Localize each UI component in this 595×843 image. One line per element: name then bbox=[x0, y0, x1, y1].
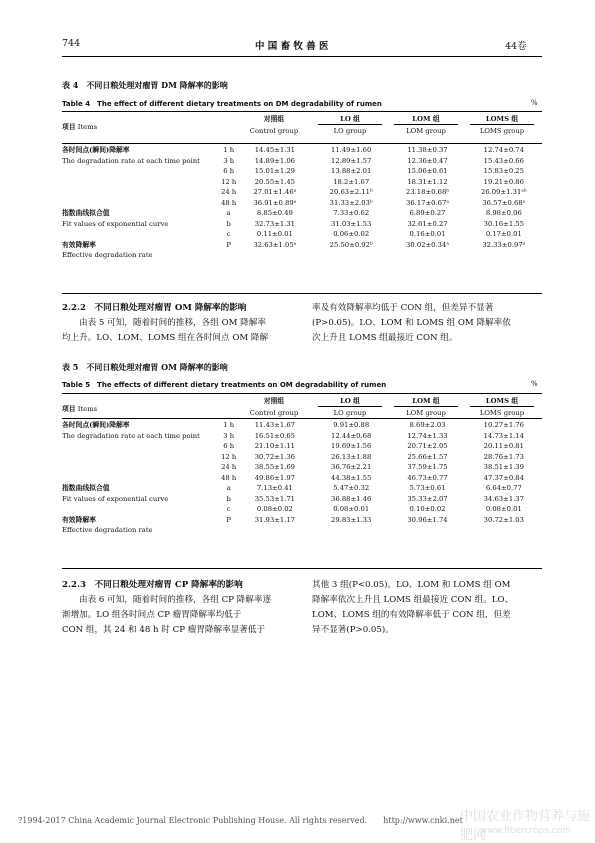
table-cell: 0.11±0.01 bbox=[256, 230, 293, 238]
table-cell: 0.08±0.02 bbox=[256, 505, 293, 513]
table-cell: 32.61±0.27 bbox=[407, 219, 448, 228]
row-sublabel: 48 h bbox=[221, 198, 237, 207]
table-cell: 0.17±0.01 bbox=[485, 230, 522, 238]
table-cell: 36.17±0.67ᵃ bbox=[406, 198, 449, 207]
table-row bbox=[62, 431, 542, 442]
table-cell: 25.50±0.92ᵇ bbox=[329, 240, 373, 249]
copyright-footer: ?1994-2017 China Academic Journal Electronic Publishing House. All rights reserved. http://www.cnki.net bbox=[18, 816, 463, 825]
table-cell: 47.37±0.84 bbox=[483, 473, 524, 482]
row-sublabel: 6 h bbox=[223, 167, 235, 175]
row-sublabel: 48 h bbox=[221, 473, 237, 482]
table-cell: 21.10±1.11 bbox=[254, 442, 296, 450]
table-cell: 46.73±0.77 bbox=[407, 473, 448, 482]
row-sublabel: 12 h bbox=[221, 452, 237, 461]
row-sublabel bbox=[221, 525, 237, 536]
table-cell: 20.11±0.81 bbox=[483, 442, 524, 450]
header-items-label bbox=[62, 121, 97, 131]
row-sublabel: 3 h bbox=[223, 156, 235, 165]
journal-title: 中 国 畜 牧 兽 医 bbox=[255, 41, 329, 52]
table-cell: 35.53±1.71 bbox=[254, 494, 296, 503]
table-row bbox=[62, 198, 542, 209]
table-cell: 19.21±0.86 bbox=[483, 177, 524, 186]
column-group-rule bbox=[318, 124, 382, 125]
row-sublabel bbox=[221, 250, 237, 261]
table-cell: 14.89±1.06 bbox=[254, 156, 296, 165]
table-cell: 8.98±0.06 bbox=[485, 209, 522, 217]
table-cell: 7.13±0.41 bbox=[256, 484, 293, 492]
row-sublabel: 12 h bbox=[221, 177, 237, 186]
table-cell: 44.38±1.55 bbox=[331, 473, 372, 482]
table-row bbox=[62, 462, 542, 473]
row-label bbox=[62, 473, 221, 484]
volume-label: 44卷 bbox=[505, 41, 527, 52]
row-sublabel: c bbox=[226, 230, 231, 238]
table-row bbox=[62, 156, 542, 167]
table4-caption-en: Table 4 The effect of different dietary treatments on DM degradability of rumen bbox=[62, 100, 382, 108]
table-row bbox=[62, 515, 542, 526]
section-223-left bbox=[62, 578, 302, 638]
table-row bbox=[62, 494, 542, 505]
row-label: Effective degradation rate bbox=[62, 251, 153, 259]
row-label bbox=[62, 166, 221, 177]
row-sublabel: P bbox=[226, 515, 231, 524]
table-cell bbox=[313, 250, 389, 261]
table-cell: 32.73±1.31 bbox=[254, 219, 296, 228]
table5-header-rule bbox=[62, 418, 542, 419]
section-222-line: 均上升。LO、LOM、LOMS 组在各时间点 OM 降解 bbox=[62, 333, 269, 343]
table-row bbox=[62, 208, 542, 219]
row-label: 指数曲线拟合值 bbox=[62, 209, 110, 217]
table-cell: 20.63±2.11ᵇ bbox=[329, 188, 373, 196]
table-cell: 8.69±2.03 bbox=[409, 421, 446, 429]
section-222-line: (P>0.05)。LO、LOM 和 LOMS 组 OM 降解率依 bbox=[312, 318, 511, 328]
table-cell bbox=[313, 525, 389, 536]
column-header-cn: LOMS 组 bbox=[485, 115, 519, 123]
column-header-en: LO group bbox=[333, 409, 367, 417]
section-222-heading: 2.2.2 不同日粮处理对瘤胃 OM 降解率的影响 bbox=[62, 303, 247, 313]
table-row bbox=[62, 504, 542, 515]
table-cell: 28.76±1.73 bbox=[483, 452, 524, 461]
table-cell: 15.83±0.25 bbox=[483, 167, 524, 175]
column-group-rule bbox=[318, 406, 382, 407]
column-group-rule bbox=[394, 124, 458, 125]
row-label: Fit values of exponential curve bbox=[62, 494, 169, 503]
column-group-rule bbox=[470, 406, 534, 407]
row-sublabel: b bbox=[226, 494, 231, 503]
table-row bbox=[62, 525, 542, 536]
row-label: The degradation rate at each time point bbox=[62, 431, 200, 440]
table4-bottom-rule bbox=[62, 293, 542, 294]
table5-body bbox=[62, 420, 542, 536]
section-222-line: 次上升且 LOMS 组最接近 CON 组。 bbox=[312, 333, 458, 343]
table-cell: 15.06±0.61 bbox=[407, 167, 448, 175]
table-cell: 31.93±1.17 bbox=[254, 515, 296, 524]
row-sublabel: P bbox=[226, 240, 231, 249]
table-cell: 23.18±0.68ᵇ bbox=[405, 188, 449, 196]
column-header-cn: LOM 组 bbox=[412, 115, 440, 123]
section-222-right bbox=[312, 301, 544, 346]
table4-caption-cn: 表 4 不同日粮处理对瘤胃 DM 降解率的影响 bbox=[62, 80, 228, 90]
table-row bbox=[62, 145, 542, 156]
column-header-cn: LO 组 bbox=[340, 397, 360, 405]
table5-caption-cn: 表 5 不同日粮处理对瘤胃 OM 降解率的影响 bbox=[62, 362, 228, 372]
table5-top-rule bbox=[62, 393, 542, 394]
table-cell: 30.16±1.55 bbox=[483, 219, 524, 228]
section-223-line: 降解率依次上升且 LOMS 组最接近 CON 组。LO、 bbox=[312, 595, 514, 605]
table-cell: 25.66±1.57 bbox=[407, 452, 448, 461]
table-cell: 13.88±2.01 bbox=[331, 167, 372, 175]
table-cell: 18.2±1.67 bbox=[333, 177, 370, 186]
table-cell: 31.33±2.03ᵇ bbox=[329, 198, 373, 207]
section-222-line: 由表 5 可知，随着时间的推移，各组 OM 降解率 bbox=[79, 318, 266, 328]
column-header-en: LOMS group bbox=[479, 127, 525, 135]
table-cell: 30.96±1.74 bbox=[407, 515, 448, 524]
page-number: 744 bbox=[62, 38, 81, 49]
table-cell: 26.13±1.88 bbox=[331, 452, 372, 461]
row-label bbox=[62, 229, 221, 240]
table-cell bbox=[466, 250, 542, 261]
table-row bbox=[62, 420, 542, 431]
table-cell: 19.69±1.56 bbox=[331, 442, 372, 450]
table-cell: 6.64±0.77 bbox=[485, 484, 522, 492]
table-cell: 6.89±0.27 bbox=[409, 209, 446, 217]
row-label: Effective degradation rate bbox=[62, 526, 153, 534]
section-223-line: 渐增加。LO 组各时间点 CP 瘤胃降解率均低于 bbox=[62, 610, 242, 620]
table-cell: 12.44±0.68 bbox=[331, 431, 372, 440]
table-cell: 5.47±0.32 bbox=[333, 484, 370, 492]
row-label bbox=[62, 452, 221, 463]
section-223-line: 其他 3 组(P<0.05)。LO、LOM 和 LOMS 组 OM bbox=[312, 580, 511, 590]
section-223-heading: 2.2.3 不同日粮处理对瘤胃 CP 降解率的影响 bbox=[62, 580, 243, 590]
table-cell: 0.06±0.02 bbox=[333, 230, 370, 238]
row-label: 有效降解率 bbox=[62, 240, 96, 249]
table-cell: 32.33±0.97ᵃ bbox=[482, 240, 526, 249]
table-row bbox=[62, 452, 542, 463]
table-cell bbox=[389, 250, 465, 261]
row-label bbox=[62, 198, 221, 209]
table-cell: 49.86±1.97 bbox=[254, 473, 296, 482]
table4-unit: % bbox=[531, 99, 538, 107]
table-cell: 18.31±1.12 bbox=[407, 177, 448, 186]
items-cn: 项目 bbox=[62, 405, 76, 413]
table-cell: 36.91±0.89ᵃ bbox=[253, 198, 297, 207]
table-cell: 20.55±1.45 bbox=[254, 177, 296, 186]
table-cell: 0.08±0.01 bbox=[333, 505, 370, 513]
row-label bbox=[62, 441, 221, 452]
table-cell bbox=[389, 525, 465, 536]
table-cell: 0.10±0.02 bbox=[409, 505, 446, 513]
table5-bottom-rule bbox=[62, 568, 542, 569]
column-header-en: LOM group bbox=[406, 127, 446, 135]
row-sublabel: 3 h bbox=[223, 431, 235, 440]
table-cell: 36.88±1.46 bbox=[331, 494, 372, 503]
table-cell: 27.01±1.46ᵃ bbox=[253, 188, 297, 196]
row-sublabel: a bbox=[226, 209, 231, 217]
table-cell: 12.74±1.33 bbox=[407, 431, 448, 440]
table-row bbox=[62, 229, 542, 240]
row-label: 有效降解率 bbox=[62, 515, 96, 524]
table-cell: 20.71±2.05 bbox=[407, 442, 448, 450]
row-sublabel: 1 h bbox=[223, 146, 235, 154]
row-sublabel: a bbox=[226, 484, 231, 492]
row-label bbox=[62, 177, 221, 188]
table-cell bbox=[466, 525, 542, 536]
table-cell: 11.43±1.67 bbox=[254, 421, 296, 429]
table-cell: 37.59±1.75 bbox=[407, 463, 448, 471]
table-cell: 38.55±1.69 bbox=[254, 463, 296, 471]
row-label: 指数曲线拟合值 bbox=[62, 484, 110, 492]
table-cell: 30.72±1.36 bbox=[254, 452, 296, 461]
table-cell: 26.09±1.31ᵃᵇ bbox=[481, 188, 527, 196]
table-cell: 12.36±0.47 bbox=[407, 156, 448, 165]
table4-body bbox=[62, 145, 542, 261]
table-row bbox=[62, 219, 542, 230]
table-row bbox=[62, 166, 542, 177]
table-cell: 5.73±0.61 bbox=[409, 484, 446, 492]
row-sublabel: 6 h bbox=[223, 442, 235, 450]
table-cell: 32.63±1.05ᵃ bbox=[253, 240, 297, 249]
table-row bbox=[62, 441, 542, 452]
column-header-cn: 对照组 bbox=[263, 115, 285, 123]
table-row bbox=[62, 483, 542, 494]
table-cell bbox=[237, 525, 313, 536]
row-label bbox=[62, 504, 221, 515]
table-cell: 14.73±1.14 bbox=[483, 431, 524, 440]
row-sublabel: 24 h bbox=[221, 463, 237, 471]
column-group-rule bbox=[394, 406, 458, 407]
column-header-en: LOMS group bbox=[479, 409, 525, 417]
table-cell bbox=[237, 250, 313, 261]
table-cell: 16.51±0.65 bbox=[254, 431, 296, 440]
section-223-line: CON 组，其 24 和 48 h 时 CP 瘤胃降解率显著低于 bbox=[62, 625, 266, 635]
column-header-cn: LOMS 组 bbox=[485, 397, 519, 405]
table-cell: 34.63±1.37 bbox=[483, 494, 524, 503]
table-cell: 14.45±1.31 bbox=[254, 146, 296, 154]
table-cell: 36.76±2.21 bbox=[331, 463, 372, 471]
table-cell: 11.38±0.37 bbox=[407, 146, 448, 154]
table-cell: 30.02±0.34ᵃ bbox=[406, 240, 449, 249]
items-cn: 项目 bbox=[62, 123, 76, 131]
table5-caption-en: Table 5 The effects of different dietary treatments on OM degradability of rumen bbox=[62, 381, 387, 389]
table-cell: 7.33±0.62 bbox=[333, 209, 370, 217]
section-222-left bbox=[62, 301, 302, 346]
watermark-text: 中国农业作物营养与施肥网 bbox=[460, 809, 591, 843]
table-cell: 0.16±0.01 bbox=[409, 230, 446, 238]
column-group-rule bbox=[470, 124, 534, 125]
table-cell: 8.85±0.49 bbox=[256, 209, 293, 217]
table-row bbox=[62, 240, 542, 251]
section-223-line: LOM、LOMS 组的有效降解率低于 CON 组，但差 bbox=[312, 610, 511, 620]
table4-header-rule bbox=[62, 143, 542, 144]
items-en: Items bbox=[75, 123, 98, 131]
section-223-right bbox=[312, 578, 544, 638]
table-cell: 15.01±1.29 bbox=[254, 167, 296, 175]
table-cell: 30.72±1.03 bbox=[483, 515, 524, 524]
row-label: 各时间点(瞬间)降解率 bbox=[62, 146, 130, 154]
table-cell: 12.74±0.74 bbox=[483, 146, 524, 154]
column-header-en: Control group bbox=[249, 409, 299, 417]
row-sublabel: b bbox=[226, 219, 231, 228]
table-cell: 36.57±0.68ᵃ bbox=[482, 198, 526, 207]
table-cell: 12.89±1.57 bbox=[331, 156, 372, 165]
table-cell: 10.27±1.76 bbox=[483, 421, 524, 429]
table-cell: 15.43±0.66 bbox=[483, 156, 524, 165]
column-header-en: Control group bbox=[249, 127, 299, 135]
header-items-label bbox=[62, 403, 97, 413]
row-sublabel: c bbox=[226, 505, 231, 513]
table-cell: 11.49±1.60 bbox=[331, 146, 372, 154]
column-header-en: LO group bbox=[333, 127, 367, 135]
header-rule bbox=[62, 56, 542, 57]
row-label: Fit values of exponential curve bbox=[62, 219, 169, 228]
table-cell: 29.83±1.33 bbox=[331, 515, 372, 524]
row-sublabel: 24 h bbox=[221, 188, 237, 196]
row-label: 各时间点(瞬间)降解率 bbox=[62, 421, 130, 429]
section-222-line: 率及有效降解率均低于 CON 组，但差异不显著 bbox=[312, 303, 494, 313]
table-cell: 35.33±2.07 bbox=[407, 494, 448, 503]
table-row bbox=[62, 250, 542, 261]
section-223-line: 异不显著(P>0.05)。 bbox=[312, 625, 394, 635]
table-cell: 31.03±1.53 bbox=[331, 219, 372, 228]
table-row bbox=[62, 187, 542, 198]
table5-unit: % bbox=[531, 380, 538, 388]
table-cell: 9.91±0.88 bbox=[333, 421, 370, 429]
column-header-en: LOM group bbox=[406, 409, 446, 417]
column-header-cn: LO 组 bbox=[340, 115, 360, 123]
section-223-line: 由表 6 可知，随着时间的推移，各组 CP 降解率逐 bbox=[79, 595, 272, 605]
row-sublabel: 1 h bbox=[223, 421, 235, 429]
table-row bbox=[62, 473, 542, 484]
row-label bbox=[62, 187, 221, 198]
table-cell: 38.51±1.39 bbox=[483, 463, 524, 471]
table-row bbox=[62, 177, 542, 188]
table-cell: 0.08±0.01 bbox=[485, 505, 522, 513]
row-label bbox=[62, 462, 221, 473]
items-en: Items bbox=[75, 405, 98, 413]
table4-top-rule bbox=[62, 111, 542, 112]
column-header-cn: LOM 组 bbox=[412, 397, 440, 405]
column-header-cn: 对照组 bbox=[263, 397, 285, 405]
row-label: The degradation rate at each time point bbox=[62, 156, 200, 165]
watermark-url: www.fibercrops.com bbox=[480, 826, 571, 836]
